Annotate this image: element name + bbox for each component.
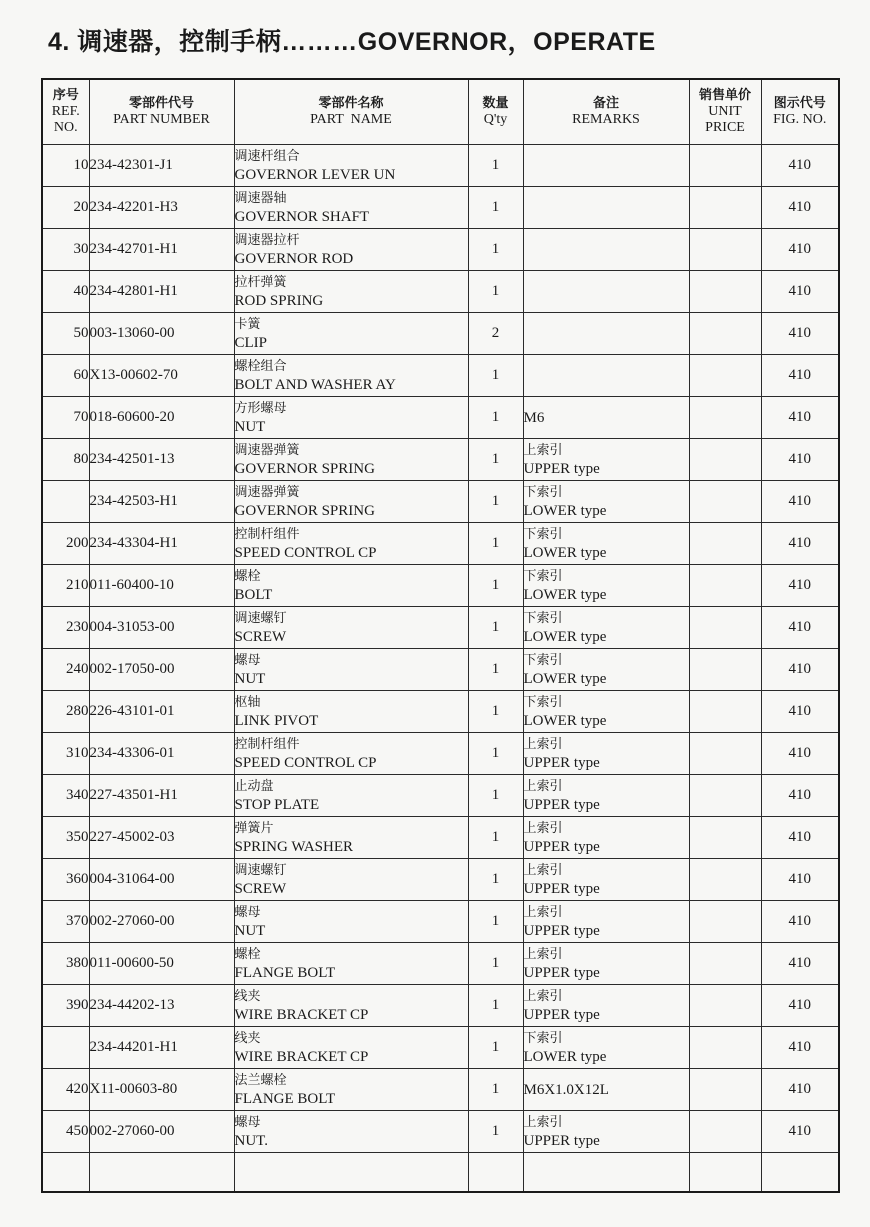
ref-no-cell: 240: [42, 649, 89, 691]
remark-zh: 下索引: [523, 694, 563, 710]
fig-no-cell: 410: [761, 397, 839, 439]
unit-price-cell: [689, 355, 761, 397]
remark-en: LOWER type: [523, 586, 607, 603]
remark-zh: 上索引: [523, 736, 563, 752]
table-row: [42, 355, 839, 397]
unit-price-cell: [689, 523, 761, 565]
ref-no-cell: 50: [42, 313, 89, 355]
part-name-en: GOVERNOR SPRING: [234, 460, 375, 477]
part-number-cell: 227-45002-03: [89, 817, 234, 859]
remark-en: LOWER type: [523, 544, 607, 561]
table-row: [42, 607, 839, 649]
part-name-zh: 调速器弹簧: [234, 442, 300, 458]
remark-zh: 上索引: [523, 988, 563, 1004]
part-name-zh: 调速器轴: [234, 190, 287, 206]
remark-zh: 上索引: [523, 778, 563, 794]
part-name-en: LINK PIVOT: [234, 712, 319, 729]
table-row: [42, 439, 839, 481]
part-name-en: SPRING WASHER: [234, 838, 353, 855]
qty-cell: 1: [468, 397, 523, 439]
unit-price-cell: [689, 1027, 761, 1069]
table-row: [42, 985, 839, 1027]
qty-cell: 1: [468, 355, 523, 397]
blank-cell: [468, 1153, 523, 1193]
remark-en: LOWER type: [523, 502, 607, 519]
part-name-zh: 调速杆组合: [234, 148, 300, 164]
qty-cell: 1: [468, 607, 523, 649]
ref-no-cell: [42, 481, 89, 523]
unit-price-cell: [689, 859, 761, 901]
part-name-zh: 螺栓: [234, 568, 261, 584]
fig-no-cell: 410: [761, 649, 839, 691]
part-name-en: NUT.: [234, 1132, 268, 1149]
unit-price-cell: [689, 985, 761, 1027]
remarks-cell: [523, 775, 689, 817]
ref-no-cell: 360: [42, 859, 89, 901]
qty-cell: 1: [468, 565, 523, 607]
part-name-cell: [234, 733, 468, 775]
part-number-cell: 004-31064-00: [89, 859, 234, 901]
qty-cell: 1: [468, 187, 523, 229]
part-name-cell: [234, 1069, 468, 1111]
ref-no-cell: 450: [42, 1111, 89, 1153]
part-name-cell: [234, 439, 468, 481]
remarks-cell: [523, 355, 689, 397]
col-part-name-header: 零部件名称 PART NAME: [234, 79, 468, 145]
remarks-cell: [523, 187, 689, 229]
part-name-cell: [234, 1027, 468, 1069]
ref-no-cell: 340: [42, 775, 89, 817]
fig-no-cell: 410: [761, 229, 839, 271]
unit-price-cell: [689, 649, 761, 691]
part-number-cell: 234-42201-H3: [89, 187, 234, 229]
remark-zh: 上索引: [523, 1114, 563, 1130]
fig-no-cell: 410: [761, 943, 839, 985]
qty-cell: 1: [468, 1111, 523, 1153]
part-name-cell: [234, 775, 468, 817]
part-name-zh: 调速螺钉: [234, 862, 287, 878]
blank-row: [42, 1153, 839, 1193]
table-row: [42, 775, 839, 817]
ref-no-cell: 200: [42, 523, 89, 565]
ref-no-cell: 30: [42, 229, 89, 271]
qty-cell: 1: [468, 481, 523, 523]
part-name-en: BOLT: [234, 586, 273, 603]
fig-no-cell: 410: [761, 817, 839, 859]
qty-cell: 1: [468, 775, 523, 817]
part-name-en: GOVERNOR ROD: [234, 250, 354, 267]
part-name-cell: [234, 229, 468, 271]
part-name-zh: 拉杆弹簧: [234, 274, 287, 290]
remark-en: LOWER type: [523, 628, 607, 645]
col-remarks-header: 备注 REMARKS: [523, 79, 689, 145]
remarks-cell: [523, 397, 689, 439]
part-name-en: NUT: [234, 670, 266, 687]
table-row: [42, 649, 839, 691]
part-name-cell: [234, 859, 468, 901]
remarks-cell: [523, 1069, 689, 1111]
remarks-cell: [523, 943, 689, 985]
remarks-cell: [523, 145, 689, 187]
parts-table: [41, 78, 840, 1193]
part-number-cell: X11-00603-80: [89, 1069, 234, 1111]
unit-price-cell: [689, 775, 761, 817]
unit-price-cell: [689, 229, 761, 271]
part-name-cell: [234, 943, 468, 985]
ref-no-cell: 370: [42, 901, 89, 943]
qty-cell: 2: [468, 313, 523, 355]
part-number-cell: 002-27060-00: [89, 901, 234, 943]
part-name-zh: 螺母: [234, 904, 261, 920]
qty-cell: 1: [468, 691, 523, 733]
ref-no-cell: 210: [42, 565, 89, 607]
part-name-zh: 螺栓: [234, 946, 261, 962]
ref-no-cell: 40: [42, 271, 89, 313]
col-fig-no-header: 图示代号 FIG. NO.: [761, 79, 839, 145]
part-name-cell: [234, 145, 468, 187]
unit-price-cell: [689, 943, 761, 985]
part-name-zh: 线夹: [234, 1030, 261, 1046]
ref-no-cell: 80: [42, 439, 89, 481]
table-row: [42, 943, 839, 985]
blank-cell: [761, 1153, 839, 1193]
unit-price-cell: [689, 271, 761, 313]
fig-no-cell: 410: [761, 733, 839, 775]
ref-no-cell: 10: [42, 145, 89, 187]
remark-zh: 上索引: [523, 820, 563, 836]
remarks-cell: [523, 439, 689, 481]
ref-no-cell: 60: [42, 355, 89, 397]
remark-en: M6X1.0X12L: [523, 1081, 609, 1098]
unit-price-cell: [689, 733, 761, 775]
part-name-cell: [234, 1111, 468, 1153]
part-number-cell: 004-31053-00: [89, 607, 234, 649]
part-number-cell: 018-60600-20: [89, 397, 234, 439]
table-row: [42, 817, 839, 859]
qty-cell: 1: [468, 985, 523, 1027]
remarks-cell: [523, 649, 689, 691]
part-name-en: SPEED CONTROL CP: [234, 544, 377, 561]
unit-price-cell: [689, 607, 761, 649]
unit-price-cell: [689, 817, 761, 859]
part-name-en: FLANGE BOLT: [234, 964, 336, 981]
qty-cell: 1: [468, 145, 523, 187]
ref-no-cell: 70: [42, 397, 89, 439]
fig-no-cell: 410: [761, 1027, 839, 1069]
part-number-cell: 011-00600-50: [89, 943, 234, 985]
remarks-cell: [523, 565, 689, 607]
part-name-en: NUT: [234, 922, 266, 939]
part-name-zh: 弹簧片: [234, 820, 274, 836]
part-number-cell: X13-00602-70: [89, 355, 234, 397]
qty-cell: 1: [468, 733, 523, 775]
blank-cell: [689, 1153, 761, 1193]
unit-price-cell: [689, 397, 761, 439]
unit-price-cell: [689, 187, 761, 229]
remark-en: UPPER type: [523, 796, 600, 813]
unit-price-cell: [689, 1069, 761, 1111]
ref-no-cell: 380: [42, 943, 89, 985]
fig-no-cell: 410: [761, 439, 839, 481]
table-row: [42, 187, 839, 229]
qty-cell: 1: [468, 649, 523, 691]
part-name-zh: 枢轴: [234, 694, 261, 710]
col-ref-header: 序号 REF. NO.: [42, 79, 89, 145]
part-name-cell: [234, 985, 468, 1027]
blank-cell: [523, 1153, 689, 1193]
ref-no-cell: 390: [42, 985, 89, 1027]
fig-no-cell: 410: [761, 607, 839, 649]
remarks-cell: [523, 523, 689, 565]
unit-price-cell: [689, 565, 761, 607]
remark-en: UPPER type: [523, 880, 600, 897]
unit-price-cell: [689, 901, 761, 943]
fig-no-cell: 410: [761, 313, 839, 355]
part-name-en: GOVERNOR SPRING: [234, 502, 375, 519]
part-name-cell: [234, 901, 468, 943]
fig-no-cell: 410: [761, 271, 839, 313]
fig-no-cell: 410: [761, 985, 839, 1027]
part-name-en: GOVERNOR SHAFT: [234, 208, 370, 225]
ref-no-cell: 350: [42, 817, 89, 859]
blank-cell: [234, 1153, 468, 1193]
part-name-en: BOLT AND WASHER AY: [234, 376, 396, 393]
remark-zh: 下索引: [523, 610, 563, 626]
part-name-en: ROD SPRING: [234, 292, 324, 309]
part-name-en: CLIP: [234, 334, 268, 351]
remark-en: LOWER type: [523, 1048, 607, 1065]
part-number-cell: 234-42503-H1: [89, 481, 234, 523]
part-name-zh: 法兰螺栓: [234, 1072, 287, 1088]
ref-no-cell: 20: [42, 187, 89, 229]
remark-en: UPPER type: [523, 460, 600, 477]
table-row: [42, 229, 839, 271]
part-name-zh: 控制杆组件: [234, 526, 300, 542]
fig-no-cell: 410: [761, 187, 839, 229]
remark-zh: 下索引: [523, 526, 563, 542]
qty-cell: 1: [468, 523, 523, 565]
remarks-cell: [523, 313, 689, 355]
col-part-number-header: 零部件代号 PART NUMBER: [89, 79, 234, 145]
table-row: [42, 901, 839, 943]
remark-zh: 下索引: [523, 568, 563, 584]
remarks-cell: [523, 859, 689, 901]
part-number-cell: 234-42701-H1: [89, 229, 234, 271]
part-name-zh: 调速螺钉: [234, 610, 287, 626]
table-row: [42, 733, 839, 775]
blank-cell: [89, 1153, 234, 1193]
part-name-zh: 方形螺母: [234, 400, 287, 416]
fig-no-cell: 410: [761, 901, 839, 943]
remarks-cell: [523, 607, 689, 649]
remark-zh: 上索引: [523, 862, 563, 878]
qty-cell: 1: [468, 271, 523, 313]
remark-en: UPPER type: [523, 1132, 600, 1149]
unit-price-cell: [689, 439, 761, 481]
col-qty-header: 数量 Q'ty: [468, 79, 523, 145]
part-name-zh: 卡簧: [234, 316, 261, 332]
part-number-cell: 226-43101-01: [89, 691, 234, 733]
remark-en: LOWER type: [523, 670, 607, 687]
qty-cell: 1: [468, 1069, 523, 1111]
unit-price-cell: [689, 145, 761, 187]
part-number-cell: 234-44202-13: [89, 985, 234, 1027]
part-name-zh: 调速器弹簧: [234, 484, 300, 500]
fig-no-cell: 410: [761, 1069, 839, 1111]
part-name-en: SCREW: [234, 628, 287, 645]
part-name-en: FLANGE BOLT: [234, 1090, 336, 1107]
remark-zh: 下索引: [523, 1030, 563, 1046]
part-name-cell: [234, 271, 468, 313]
table-row: [42, 397, 839, 439]
part-name-en: SCREW: [234, 880, 287, 897]
ref-no-cell: 230: [42, 607, 89, 649]
part-name-cell: [234, 607, 468, 649]
table-row: [42, 565, 839, 607]
part-name-zh: 线夹: [234, 988, 261, 1004]
part-name-cell: [234, 313, 468, 355]
qty-cell: 1: [468, 229, 523, 271]
part-name-cell: [234, 565, 468, 607]
qty-cell: 1: [468, 817, 523, 859]
remarks-cell: [523, 901, 689, 943]
remarks-cell: [523, 1111, 689, 1153]
table-row: [42, 1111, 839, 1153]
remark-en: UPPER type: [523, 964, 600, 981]
remarks-cell: [523, 229, 689, 271]
part-number-cell: 234-42501-13: [89, 439, 234, 481]
remark-en: UPPER type: [523, 838, 600, 855]
table-row: [42, 313, 839, 355]
ref-no-cell: 420: [42, 1069, 89, 1111]
table-row: [42, 1027, 839, 1069]
table-row: [42, 1069, 839, 1111]
remark-en: UPPER type: [523, 922, 600, 939]
remark-zh: 上索引: [523, 946, 563, 962]
fig-no-cell: 410: [761, 355, 839, 397]
unit-price-cell: [689, 691, 761, 733]
remarks-cell: [523, 1027, 689, 1069]
blank-cell: [42, 1153, 89, 1193]
remark-zh: 上索引: [523, 442, 563, 458]
unit-price-cell: [689, 1111, 761, 1153]
part-number-cell: 227-43501-H1: [89, 775, 234, 817]
remark-en: UPPER type: [523, 754, 600, 771]
page-title: 4. 调速器，控制手柄………GOVERNOR，OPERATE: [48, 28, 656, 56]
table-row: [42, 859, 839, 901]
part-number-cell: 234-42801-H1: [89, 271, 234, 313]
part-name-zh: 螺母: [234, 1114, 261, 1130]
fig-no-cell: 410: [761, 1111, 839, 1153]
part-name-cell: [234, 817, 468, 859]
ref-no-cell: 310: [42, 733, 89, 775]
part-name-en: GOVERNOR LEVER UN: [234, 166, 396, 183]
part-number-cell: 234-43306-01: [89, 733, 234, 775]
part-name-cell: [234, 691, 468, 733]
part-name-cell: [234, 187, 468, 229]
part-name-cell: [234, 649, 468, 691]
qty-cell: 1: [468, 901, 523, 943]
part-number-cell: 234-44201-H1: [89, 1027, 234, 1069]
part-name-en: STOP PLATE: [234, 796, 320, 813]
part-name-zh: 止动盘: [234, 778, 274, 794]
remark-en: M6: [523, 409, 545, 426]
part-name-cell: [234, 481, 468, 523]
remark-en: LOWER type: [523, 712, 607, 729]
table-header-row: [42, 79, 839, 145]
qty-cell: 1: [468, 859, 523, 901]
part-number-cell: 003-13060-00: [89, 313, 234, 355]
part-name-zh: 控制杆组件: [234, 736, 300, 752]
part-name-cell: [234, 397, 468, 439]
fig-no-cell: 410: [761, 145, 839, 187]
fig-no-cell: 410: [761, 523, 839, 565]
table-row: [42, 481, 839, 523]
part-name-zh: 螺栓组合: [234, 358, 287, 374]
ref-no-cell: 280: [42, 691, 89, 733]
remark-en: UPPER type: [523, 1006, 600, 1023]
remarks-cell: [523, 985, 689, 1027]
remarks-cell: [523, 481, 689, 523]
table-row: [42, 691, 839, 733]
part-name-cell: [234, 355, 468, 397]
remarks-cell: [523, 691, 689, 733]
qty-cell: 1: [468, 439, 523, 481]
part-name-en: NUT: [234, 418, 266, 435]
part-number-cell: 002-17050-00: [89, 649, 234, 691]
qty-cell: 1: [468, 943, 523, 985]
part-number-cell: 002-27060-00: [89, 1111, 234, 1153]
fig-no-cell: 410: [761, 859, 839, 901]
remark-zh: 上索引: [523, 904, 563, 920]
remarks-cell: [523, 733, 689, 775]
part-number-cell: 011-60400-10: [89, 565, 234, 607]
part-name-cell: [234, 523, 468, 565]
unit-price-cell: [689, 313, 761, 355]
fig-no-cell: 410: [761, 565, 839, 607]
qty-cell: 1: [468, 1027, 523, 1069]
table-row: [42, 523, 839, 565]
remarks-cell: [523, 817, 689, 859]
part-name-en: WIRE BRACKET CP: [234, 1006, 369, 1023]
table-row: [42, 145, 839, 187]
part-number-cell: 234-43304-H1: [89, 523, 234, 565]
fig-no-cell: 410: [761, 775, 839, 817]
part-name-zh: 调速器拉杆: [234, 232, 300, 248]
remark-zh: 下索引: [523, 484, 563, 500]
part-name-zh: 螺母: [234, 652, 261, 668]
part-name-en: SPEED CONTROL CP: [234, 754, 377, 771]
table-row: [42, 271, 839, 313]
fig-no-cell: 410: [761, 481, 839, 523]
part-number-cell: 234-42301-J1: [89, 145, 234, 187]
fig-no-cell: 410: [761, 691, 839, 733]
remarks-cell: [523, 271, 689, 313]
remark-zh: 下索引: [523, 652, 563, 668]
part-name-en: WIRE BRACKET CP: [234, 1048, 369, 1065]
col-unit-price-header: 销售单价 UNIT PRICE: [689, 79, 761, 145]
ref-no-cell: [42, 1027, 89, 1069]
unit-price-cell: [689, 481, 761, 523]
